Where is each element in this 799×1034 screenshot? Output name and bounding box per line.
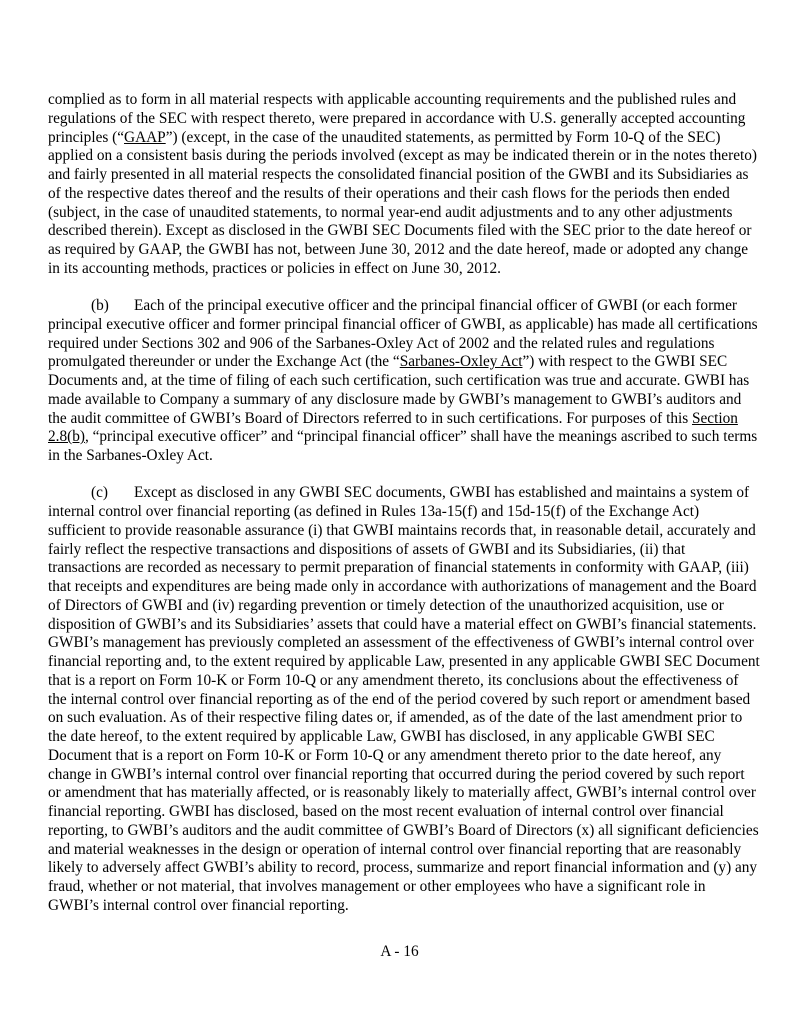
para-1-seg-0: Each of the principal executive officer and the principal financial officer of GWBI (or each former principal executive officer and former principal financial officer of GWBI, as applicable) has made all certifications required under Sections 302 and 906 of the Sarbanes-Oxley Act of 2002 and the related rules and regulations promulgated thereunder or under the Exchange Act (the “ [48,297,758,371]
para-1-seg-4: , “principal executive officer” and “principal financial officer” shall have the meanings ascribed to such terms in the Sarbanes-Oxley Act. [48,428,758,464]
paragraph-continuation [48,91,760,279]
defined-term-gaap: GAAP [124,128,166,146]
para-2-seg-0: Except as disclosed in any GWBI SEC documents, GWBI has established and maintains a system of internal control over financial reporting (as defined in Rules 13a-15(f) and 15d-15(f) of the Exchange Act) sufficient to provide reasonable assurance (i) that GWBI maintains records that, in reasonable detail, accurately and fairly reflect the respective transactions and dispositions of assets of GWBI and its Subsidiaries, (ii) that transactions are recorded as necessary to permit preparation of financial statements in conformity with GAAP, (iii) that receipts and expenditures are being made only in accordance with authorizations of management and the Board of Directors of GWBI and (iv) regarding prevention or timely detection of the unauthorized acquisition, use or disposition of GWBI’s and its Subsidiaries’ assets that could have a material effect on GWBI’s financial statements. GWBI’s management has previously completed an assessment of the effectiveness of GWBI’s internal control over financial reporting and, to the extent required by applicable Law, presented in any applicable GWBI SEC Document that is a report on Form 10-K or Form 10-Q or any amendment thereto, its conclusions about the effectiveness of the internal control over financial reporting as of the end of the period covered by such report or amendment based on such evaluation. As of their respective filing dates or, if amended, as of the date of the last amendment prior to the date hereof, to the extent required by applicable Law, GWBI has disclosed, in any applicable GWBI SEC Document that is a report on Form 10-K or Form 10-Q or any amendment thereto prior to the date hereof, any change in GWBI’s internal control over financial reporting that occurred during the period covered by such report or amendment that has materially affected, or is reasonably likely to materially affect, GWBI’s internal control over financial reporting. GWBI has disclosed, based on the most recent evaluation of internal control over financial reporting, to GWBI’s auditors and the audit committee of GWBI’s Board of Directors (x) all significant deficiencies and material weaknesses in the design or operation of internal control over financial reporting that are reasonably likely to adversely affect GWBI’s ability to record, process, summarize and report financial information and (y) any fraud, whether or not material, that involves management or other employees who have a significant role in GWBI’s internal control over financial reporting. [48,484,760,914]
para-0-seg-0: complied as to form in all material respects with applicable accounting requirements and the published rules and regulations of the SEC with respect thereto, were prepared in accordance with U.S. generally accepted accounting principles (“ [48,91,746,146]
para-1-seg-2: ”) with respect to the GWBI SEC Documents and, at the time of filing of each such certification, such certification was true and accurate. GWBI has made available to Company a summary of any disclosure made by GWBI’s management to GWBI’s auditors and the audit committee of GWBI’s Board of Directors referred to in such certifications. For purposes of this [48,353,750,427]
paragraph-label-b: (b) [91,297,109,314]
paragraph-label-c: (c) [91,484,108,502]
paragraph-c [48,484,760,915]
paragraph-b [48,297,760,466]
section-reference: Section 2.8(b) [48,409,738,446]
defined-term-sarbanes-oxley-act: Sarbanes-Oxley Act [399,353,523,371]
page-number: A - 16 [380,943,419,960]
document-page [48,91,760,934]
para-0-seg-2: ”) (except, in the case of the unaudited statements, as permitted by Form 10-Q of the SEC) applied on a consistent basis during the periods involved (except as may be indicated therein or in the notes thereto) and fairly presented in all material respects the consolidated financial position of the GWBI and its Subsidiaries as of the respective dates thereof and the results of their operations and their cash flows for the periods then ended (subject, in the case of unaudited statements, to normal year-end audit adjustments and to any other adjustments described therein). Except as disclosed in the GWBI SEC Documents filed with the SEC prior to the date hereof or as required by GAAP, the GWBI has not, between June 30, 2012 and the date hereof, made or adopted any change in its accounting methods, practices or policies in effect on June 30, 2012. [48,128,757,277]
